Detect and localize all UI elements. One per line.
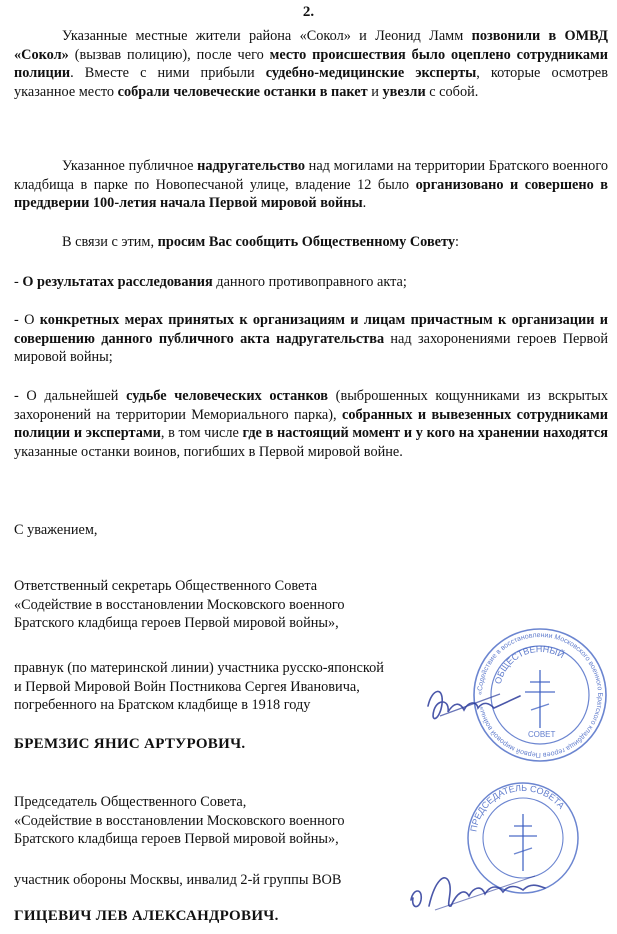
text-run: над захоронениями героев Первой мировой войны; — [14, 330, 608, 365]
text-run: - О — [14, 312, 40, 328]
text-run: Указанные местные жители района «Сокол» и Леонид Ламм — [62, 28, 472, 44]
signature-2 — [405, 862, 575, 924]
text-run: - — [14, 274, 23, 290]
text-run: и — [367, 83, 383, 100]
closing: С уважением, — [14, 522, 98, 538]
bold-run: место происшествия было оцеплено сотрудниками полиции — [14, 46, 608, 81]
text-run: В связи с этим, — [62, 234, 158, 250]
bold-run: судебно-медицинские эксперты — [265, 65, 477, 81]
paragraph-1 — [14, 27, 608, 101]
role-line: Братского кладбища героев Первой мировой войны», — [14, 615, 339, 631]
paragraph-2 — [14, 157, 608, 213]
text-run: : — [455, 234, 459, 250]
text-run: - О дальнейшей — [14, 388, 127, 404]
bold-run: организовано и совершено в преддверии 100-летия начала Первой мировой войны — [14, 176, 608, 211]
list-item-2 — [14, 311, 608, 367]
bold-run: где в настоящий момент и у кого на хранении находятся — [242, 425, 608, 441]
desc-line: правнук (по материнской линии) участника русско-японской — [14, 660, 384, 676]
role-line: «Содействие в восстановлении Московского военного — [14, 812, 345, 829]
text-run: . Вместе с ними прибыли — [70, 65, 266, 81]
bold-run: увезли — [382, 83, 426, 100]
role-line: «Содействие в восстановлении Московского военного — [14, 596, 345, 613]
bold-run: судьбе человеческих останков — [126, 388, 329, 404]
text-run: данного противоправного акта; — [212, 274, 407, 290]
signer1-name: БРЕМЗИС ЯНИС АРТУРОВИЧ. — [14, 736, 246, 752]
bold-run: надругательство — [197, 158, 305, 174]
bold-run: собранных и вывезенных сотрудниками полиции и экспертами — [14, 406, 608, 441]
stamp-ring-text: «Содействие в восстановлении Московского военного Братского кладбища героев Первой мировой войны» — [476, 631, 604, 759]
text-run: указанные останки воинов, погибших в Первой мировой войне. — [14, 443, 403, 460]
desc-line: и Первой Мировой Войн Постникова Сергея Ивановича, — [14, 678, 360, 695]
bold-run: конкретных мерах принятых к организациям и лицам причастным к организации и совершению данного публичного акта надругательства — [14, 312, 609, 347]
role-line: Ответственный секретарь Общественного Совета — [14, 578, 318, 594]
text-run: , в том числе — [160, 425, 243, 441]
bold-run: просим Вас сообщить Общественному Совету — [157, 234, 455, 250]
bold-run: собрали человеческие останки в пакет — [117, 83, 368, 100]
role-line: Братского кладбища героев Первой мировой войны», — [14, 831, 339, 847]
text-run: (выброшенных кощунниками из вскрытых захоронений на территории Мемориального парка), — [14, 388, 608, 423]
signature-1 — [420, 676, 530, 736]
paragraph-3 — [14, 233, 608, 252]
text-run: . — [362, 195, 367, 211]
role-line: Председатель Общественного Совета, — [14, 794, 247, 810]
stamp-top-text: ПРЕДСЕДАТЕЛЬ СОВЕТА — [468, 782, 567, 833]
text-run: , которые осмотрев указанное место — [14, 65, 608, 100]
bold-run: позвонили в ОМВД «Сокол» — [14, 28, 608, 63]
stamp-bottom-text: СОВЕТ — [528, 730, 556, 739]
text-run: над могилами на территории Братского военного кладбища в парке по Новопесчаной улице, владение 12 было — [14, 158, 608, 193]
signer2-name: ГИЦЕВИЧ ЛЕВ АЛЕКСАНДРОВИЧ. — [14, 908, 279, 924]
desc-line: погребенного на Братском кладбище в 1918 году — [14, 697, 311, 713]
page-number: 2. — [302, 4, 315, 20]
text-run: Указанное публичное — [62, 158, 198, 174]
text-run: (вызвав полицию), после чего — [68, 46, 270, 63]
bold-run: О результатах расследования — [22, 274, 213, 290]
stamp-top-text: ОБЩЕСТВЕННЫЙ — [492, 643, 566, 686]
list-item-1 — [14, 273, 608, 292]
list-item-3 — [14, 387, 608, 461]
text-run: с собой. — [425, 83, 479, 100]
desc-line: участник обороны Москвы, инвалид 2-й группы ВОВ — [14, 872, 342, 888]
